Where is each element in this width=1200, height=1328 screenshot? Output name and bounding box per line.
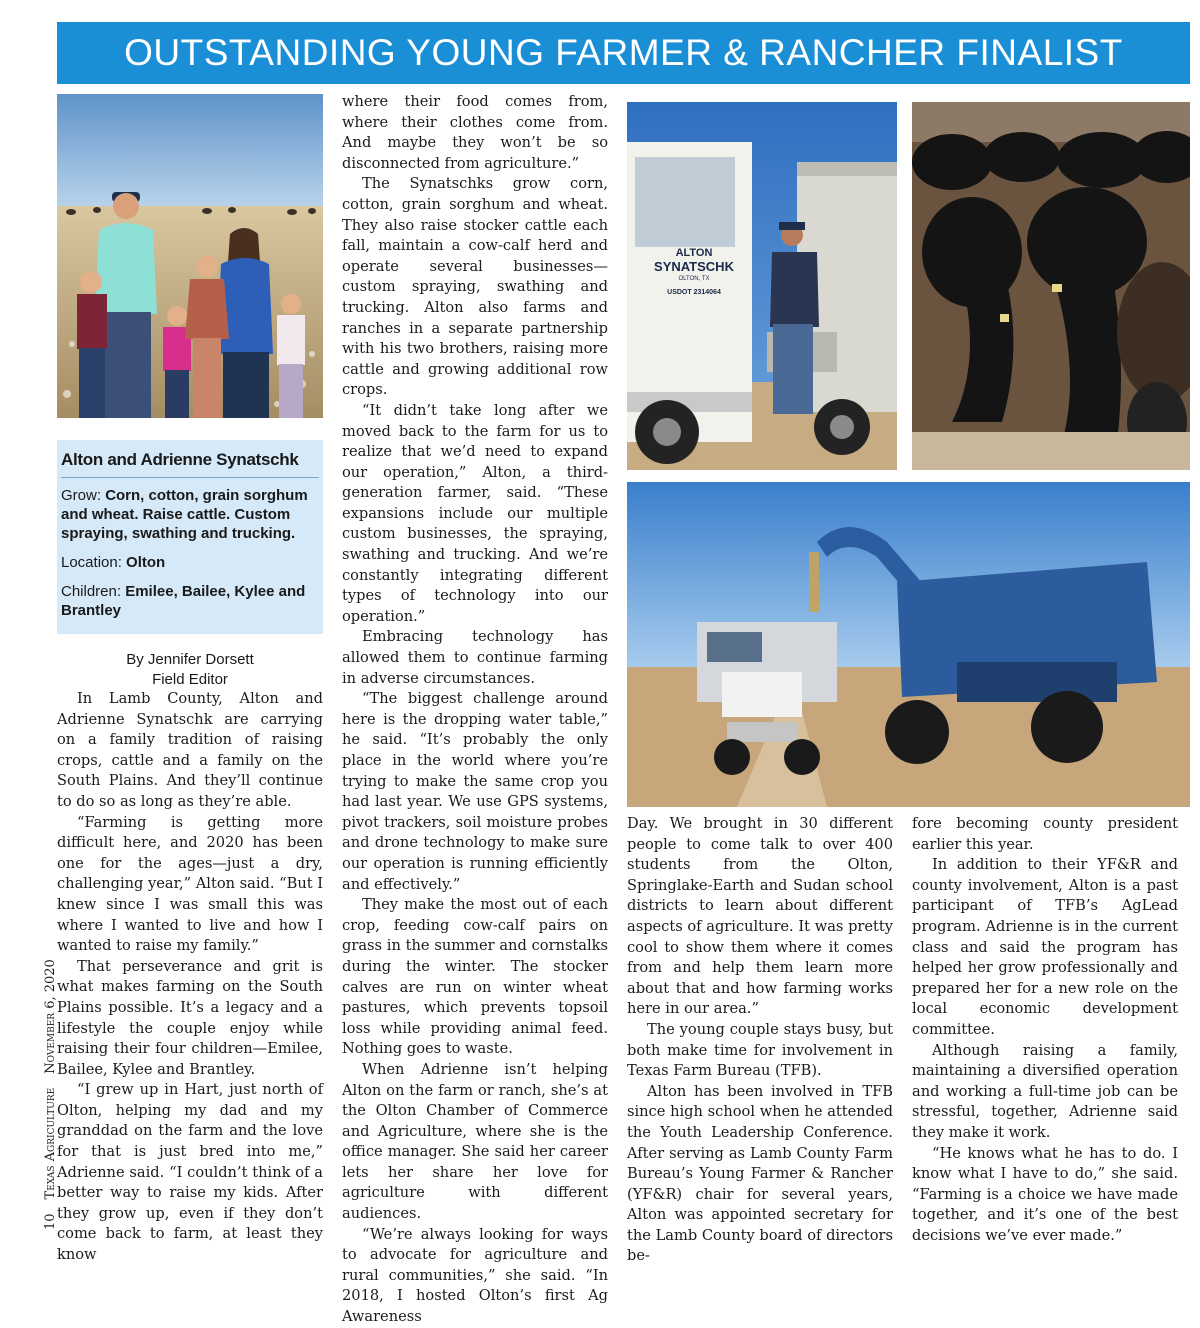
article-paragraph: They make the most out of each crop, feeding cow-calf pairs on grass in the summer and cornstalks during the winter. The stocker calves are run on winter wheat pastures, which prevents topsoil loss while providing animal feed. Nothing goes to waste.	[342, 896, 608, 1058]
banner-title: OUTSTANDING YOUNG FARMER & RANCHER FINALIST	[124, 32, 1123, 73]
article-paragraph: where their food comes from, where their clothes come from. And maybe they won’t be so disconnected from agriculture.”	[342, 93, 608, 172]
article-paragraph: In Lamb County, Alton and Adrienne Synatschk are carrying on a family tradition of raising crops, cattle and a family on the South Plains. And they’ll continue to do so as long as they’re able.	[57, 690, 323, 810]
byline-author: By Jennifer Dorsett	[126, 651, 254, 668]
truck-door-line1: ALTON	[675, 247, 713, 259]
article-paragraph: Embracing technology has allowed them to continue farming in adverse circumstances.	[342, 628, 608, 687]
profile-infobox	[57, 440, 323, 634]
folio-date: November 6, 2020	[43, 959, 58, 1074]
article-paragraph: In addition to their YF&R and county involvement, Alton is a past participant of TFB’s AgLead program. Adrienne is in the current class and said the program has helped her grow professionally and prepared her for a new role on the local economic development committee.	[912, 856, 1178, 1038]
article-paragraph: When Adrienne isn’t helping Alton on the farm or ranch, she’s at the Olton Chamber of Commerce and Agriculture, where she is the office manager. She said her career lets her share her love for agriculture with different audiences.	[342, 1060, 608, 1223]
grain-cart-photo	[627, 482, 1190, 807]
article-paragraph: The Synatschks grow corn, cotton, grain sorghum and wheat. They also raise stocker cattle each fall, maintain a cow-calf herd and operate several businesses—custom spraying, swathing and trucking. Alton also farms and ranches in a separate partnership with his two brothers, raising more cattle and growing additional row crops.	[342, 175, 608, 399]
grow-label: Grow:	[61, 487, 106, 504]
children-value: Emilee, Bailee, Kylee and Brantley	[61, 583, 306, 619]
grow-value: Corn, cotton, grain sorghum and wheat. Raise cattle. Custom spraying, swathing and trucking.	[61, 487, 308, 542]
article-paragraph: “The biggest challenge around here is the dropping water table,” he said. “It’s probably the only place in the world where you’re trying to make the same crop you had last year. We use GPS systems, pivot trackers, soil moisture probes and drone technology to make sure our operation is running efficiently and effectively.”	[342, 690, 608, 893]
folio-publication: Texas Agriculture	[43, 1087, 58, 1200]
article-paragraph: Although raising a family, maintaining a diversified operation and working a full-time job can be stressful, together, Adrienne said they make it work.	[912, 1041, 1178, 1141]
truck-photo	[627, 102, 897, 470]
profile-grow	[61, 486, 319, 543]
location-value: Olton	[126, 554, 166, 571]
article-paragraph: “We’re always looking for ways to advocate for agriculture and rural communities,” she said. “In 2018, I hosted Olton’s first Ag Awareness	[342, 1225, 608, 1326]
article-paragraph: “He knows what he has to do. I know what I have to do,” she said. “Farming is a choice we have made together, and it’s one of the best decisions we’ve ever made.”	[912, 1144, 1178, 1244]
truck-door-lettering	[649, 247, 739, 299]
article-column-2	[342, 92, 608, 1328]
folio-page-number: 10	[43, 1213, 58, 1230]
location-label: Location:	[61, 554, 127, 571]
truck-door-line2: SYNATSCHK	[654, 259, 734, 274]
article-column-4	[912, 814, 1178, 1246]
truck-door-line3: OLTON, TX	[678, 276, 710, 282]
profile-name: Alton and Adrienne Synatschk	[61, 450, 319, 478]
article-paragraph: That perseverance and grit is what makes farming on the South Plains possible. It’s a legacy and a lifestyle the couple enjoy while raising their four children—Emilee, Bailee, Kylee and Brantley.	[57, 957, 323, 1078]
article-paragraph: “I grew up in Hart, just north of Olton, helping my dad and my granddad on the farm and the love for that is just bred into me,” Adrienne said. “I couldn’t think of a better way to raise my kids. After they grow up, even if they don’t come back to farm, at least they know	[57, 1081, 323, 1264]
byline-role: Field Editor	[152, 671, 228, 688]
children-label: Children:	[61, 583, 126, 600]
article-paragraph: “It didn’t take long after we moved back to the farm for us to realize that we’d need to expand our operation,” Alton, a third-generation farmer, said. “These expansions include our multiple custom businesses, the spraying, swathing and trucking. And we’re constantly integrating different types of technology into our operation.”	[342, 401, 608, 625]
family-photo	[57, 94, 323, 418]
article-column-3	[627, 814, 893, 1267]
article-paragraph: The young couple stays busy, but both make time for involvement in Texas Farm Bureau (TFB).	[627, 1020, 893, 1080]
truck-door-line4: USDOT 2314064	[667, 289, 721, 296]
section-banner	[57, 22, 1190, 84]
article-paragraph: “Farming is getting more difficult here, and 2020 has been one for the ages—just a dry, challenging year,” Alton said. “But I knew since I was small this was where I wanted to live and how I wanted to raise my family.”	[57, 813, 323, 955]
article-column-1	[57, 689, 323, 1266]
byline	[57, 650, 323, 690]
profile-location	[61, 553, 319, 572]
article-paragraph: fore becoming county president earlier this year.	[912, 815, 1178, 853]
cattle-photo	[912, 102, 1190, 470]
profile-children	[61, 582, 319, 620]
article-paragraph: Alton has been involved in TFB since high school when he attended the Youth Leadership Conference. After serving as Lamb County Farm Bureau’s Young Farmer & Rancher (YF&R) chair for several years, Alton was appointed secretary for the Lamb County board of directors be-	[627, 1082, 893, 1265]
article-paragraph: Day. We brought in 30 different people to come talk to over 400 students from the Olton, Springlake-Earth and Sudan school districts to learn about different aspects of agriculture. It was pretty cool to show them where it comes from and help them learn more about that and how farming works here in our area.”	[627, 815, 893, 1018]
